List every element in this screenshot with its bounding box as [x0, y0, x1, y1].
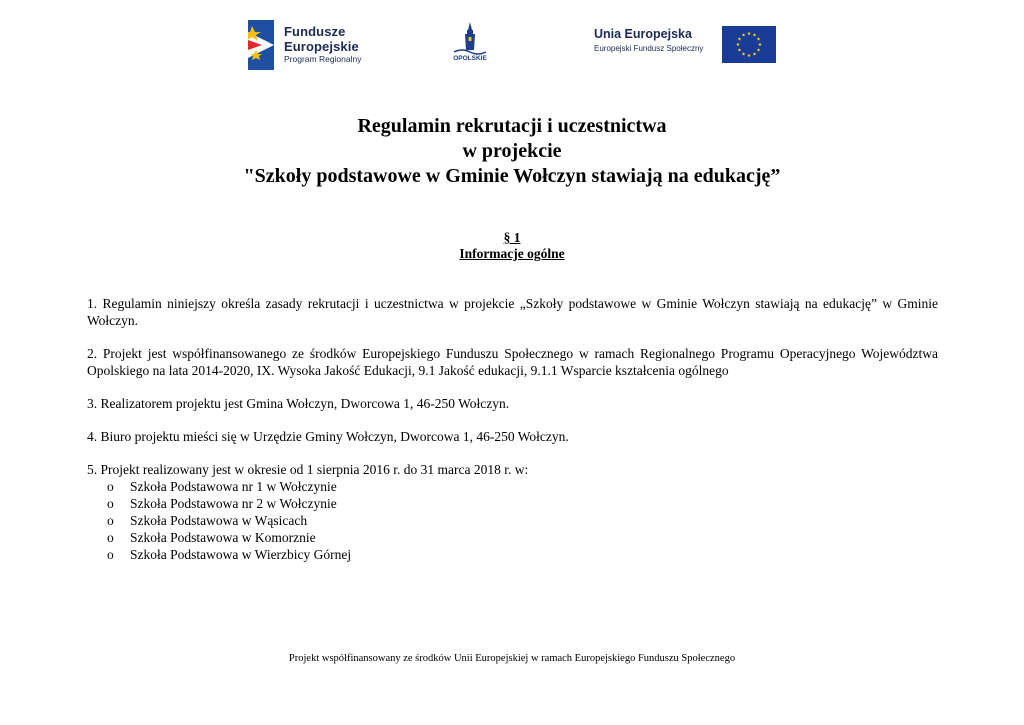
fundusze-europejskie-wordmark [284, 25, 361, 64]
paragraph-2: 2. Projekt jest współfinansowanego ze środków Europejskiego Funduszu Społecznego w ramach Regionalnego Programu Operacyjnego Województwa Opolskiego na lata 2014-2020, IX. Wysoka Jakość Edukacji, 9.1 Jakość edukacji, 9.1.1 Wsparcie kształcenia ogólnego [87, 346, 938, 378]
list-bullet: o [107, 479, 114, 494]
list-bullet: o [107, 513, 114, 528]
list-bullet: o [107, 530, 114, 545]
paragraph-5: 5. Projekt realizowany jest w okresie od 1 sierpnia 2016 r. do 31 marca 2018 r. w: [87, 462, 529, 477]
logo-bar [0, 18, 1024, 76]
list-item [107, 512, 938, 529]
title-line-3: "Szkoły podstawowe w Gminie Wołczyn stawiają na edukację” [243, 165, 781, 187]
list-item [107, 546, 938, 563]
list-item [107, 529, 938, 546]
unia-europejska-logo [594, 26, 779, 66]
opolskie-wordmark: OPOLSKIE [453, 55, 487, 62]
document-title [0, 114, 1024, 189]
title-line-2: w projekcie [462, 140, 562, 162]
opolskie-logo [450, 22, 490, 70]
ue-line-1: Unia Europejska [594, 27, 692, 41]
list-item [107, 495, 938, 512]
list-item [107, 478, 938, 495]
section-heading [0, 230, 1024, 262]
title-line-1: Regulamin rekrutacji i uczestnictwa [357, 115, 667, 137]
school-name: Szkoła Podstawowa w Wąsicach [130, 513, 308, 528]
fundusze-europejskie-logo [248, 20, 378, 72]
school-name: Szkoła Podstawowa nr 1 w Wołczynie [130, 479, 337, 494]
section-title: Informacje ogólne [459, 246, 565, 261]
unia-europejska-wordmark [594, 28, 703, 53]
fe-line-2: Europejskie [284, 39, 359, 54]
fe-line-3: Program Regionalny [284, 54, 362, 64]
paragraph-4: 4. Biuro projektu mieści się w Urzędzie Gminy Wołczyn, Dworcowa 1, 46-250 Wołczyn. [87, 429, 569, 444]
school-list [87, 478, 938, 563]
school-name: Szkoła Podstawowa w Wierzbicy Górnej [130, 547, 352, 562]
fundusze-europejskie-flag-icon [248, 20, 274, 70]
fe-line-1: Fundusze [284, 24, 346, 39]
paragraph-1: 1. Regulamin niniejszy określa zasady rekrutacji i uczestnictwa w projekcie „Szkoły podstawowe w Gminie Wołczyn stawiają na edukację” w Gminie Wołczyn. [87, 296, 938, 328]
school-name: Szkoła Podstawowa w Komorznie [130, 530, 316, 545]
list-bullet: o [107, 547, 114, 562]
ue-line-2: Europejski Fundusz Społeczny [594, 43, 704, 53]
school-name: Szkoła Podstawowa nr 2 w Wołczynie [130, 496, 337, 511]
eu-flag-icon [722, 26, 776, 63]
page-footer: Projekt współfinansowany ze środków Unii Europejskiej w ramach Europejskiego Funduszu Społecznego [288, 653, 736, 664]
section-number: § 1 [503, 230, 521, 245]
list-bullet: o [107, 496, 114, 511]
document-body [87, 295, 938, 563]
paragraph-3: 3. Realizatorem projektu jest Gmina Wołczyn, Dworcowa 1, 46-250 Wołczyn. [87, 396, 510, 411]
opolskie-tower-icon [450, 22, 490, 56]
